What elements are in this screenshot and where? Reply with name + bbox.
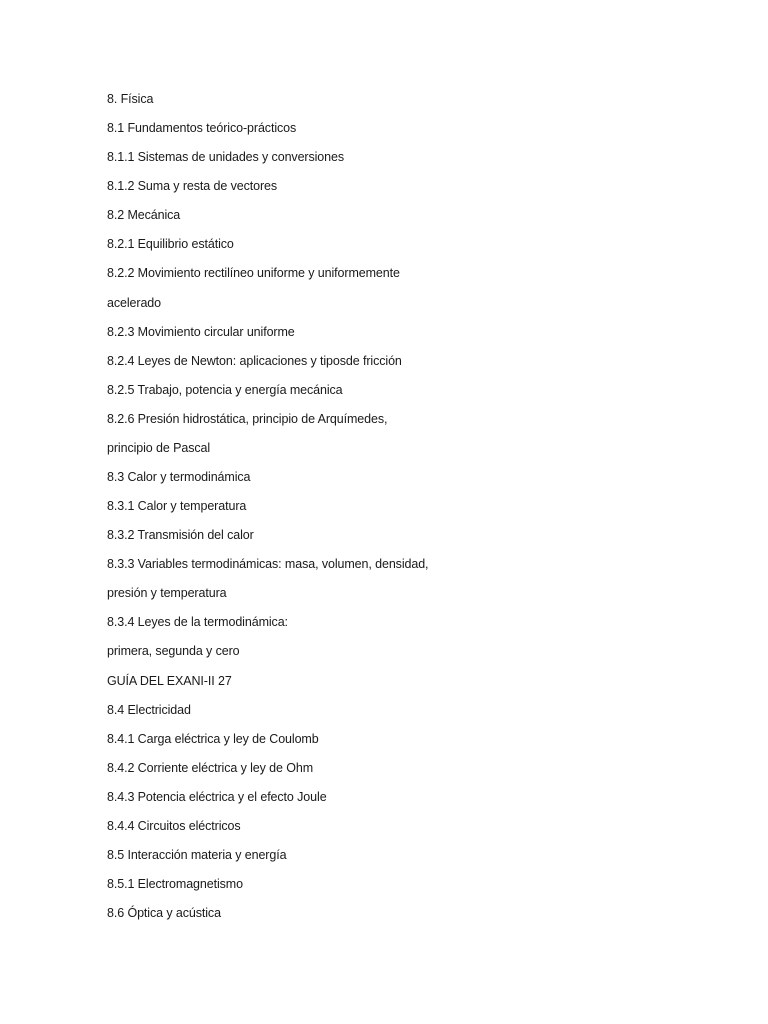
outline-line: 8.4.3 Potencia eléctrica y el efecto Joule: [107, 789, 327, 804]
outline-line: 8.5.1 Electromagnetismo: [107, 877, 243, 892]
outline-line: 8.2.6 Presión hidrostática, principio de Arquímedes,: [107, 411, 388, 426]
outline-line: 8.3 Calor y termodinámica: [107, 470, 251, 485]
outline-line: 8.4.2 Corriente eléctrica y ley de Ohm: [107, 760, 314, 775]
outline-line: presión y temperatura: [107, 586, 227, 601]
outline-line: 8.3.3 Variables termodinámicas: masa, volumen, densidad,: [107, 557, 429, 572]
outline-line: primera, segunda y cero: [107, 644, 240, 659]
outline-line: 8.4.1 Carga eléctrica y ley de Coulomb: [107, 731, 319, 746]
outline-line: 8.1 Fundamentos teórico-prácticos: [107, 121, 297, 136]
outline-line: 8.2.2 Movimiento rectilíneo uniforme y uniformemente: [107, 266, 400, 281]
outline-line: 8.1.1 Sistemas de unidades y conversiones: [107, 150, 345, 165]
outline-line: 8.2.1 Equilibrio estático: [107, 237, 234, 252]
outline-line: 8.2.3 Movimiento circular uniforme: [107, 324, 295, 339]
outline-line: 8.4.4 Circuitos eléctricos: [107, 818, 241, 833]
topic-outline: [107, 89, 727, 932]
outline-line: 8.3.4 Leyes de la termodinámica:: [107, 615, 288, 630]
outline-line: 8.2.5 Trabajo, potencia y energía mecánica: [107, 382, 343, 397]
outline-line: 8.1.2 Suma y resta de vectores: [107, 179, 278, 194]
outline-line: 8.3.2 Transmisión del calor: [107, 528, 254, 543]
outline-line: 8. Física: [107, 92, 154, 106]
outline-line: 8.3.1 Calor y temperatura: [107, 499, 247, 514]
outline-line: principio de Pascal: [107, 440, 211, 455]
outline-line: 8.2 Mecánica: [107, 208, 181, 223]
outline-line: 8.6 Óptica y acústica: [107, 906, 221, 921]
outline-line: GUÍA DEL EXANI-II 27: [107, 673, 232, 688]
outline-line: 8.2.4 Leyes de Newton: aplicaciones y tiposde fricción: [107, 353, 402, 368]
outline-line: acelerado: [107, 295, 162, 310]
outline-line: 8.4 Electricidad: [107, 702, 191, 717]
outline-line: 8.5 Interacción materia y energía: [107, 848, 287, 863]
